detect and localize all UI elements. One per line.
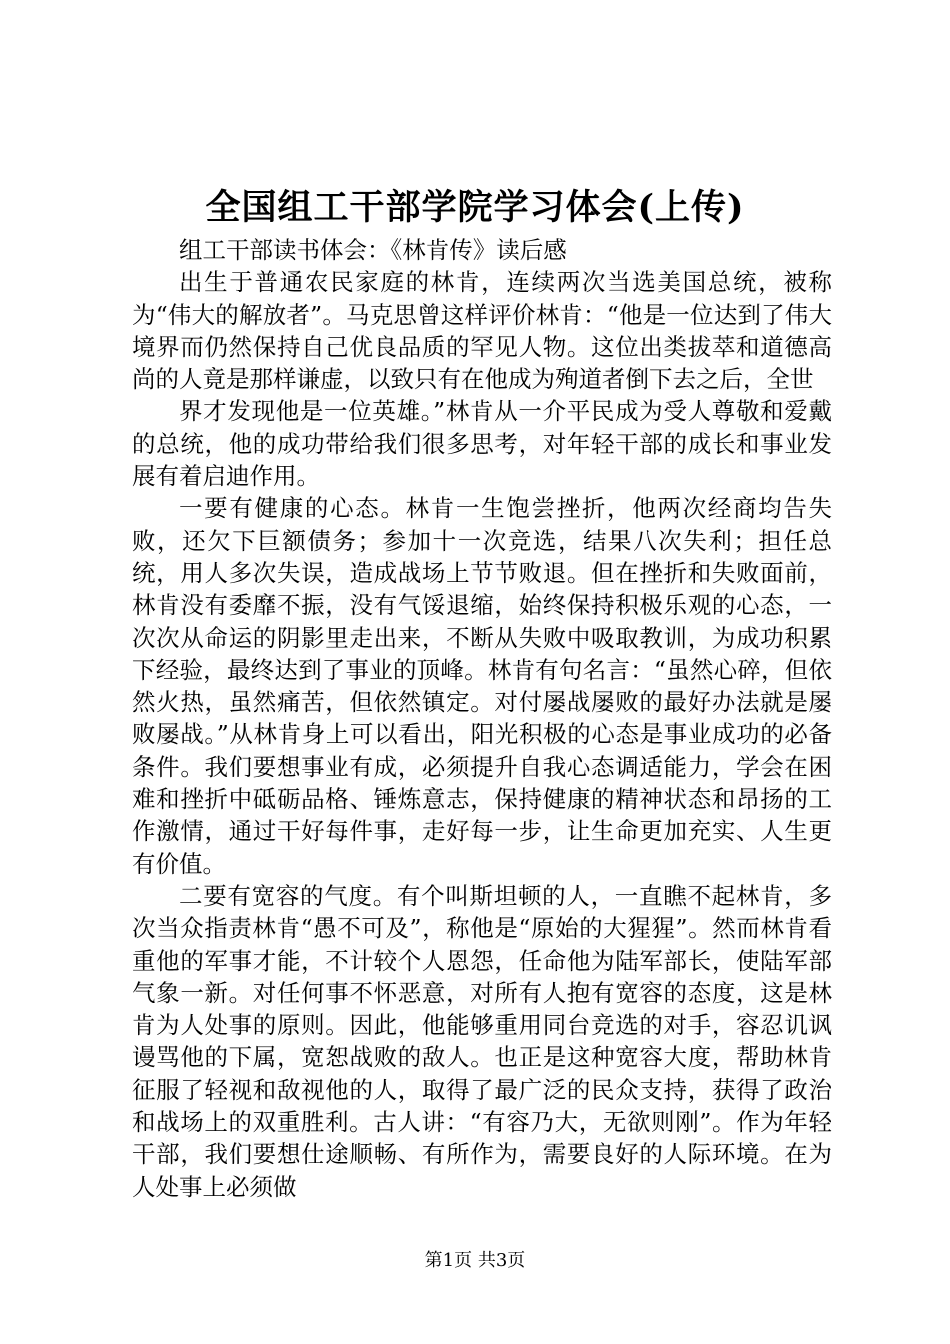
document-body (132, 234, 832, 1203)
paragraph-intro: 出生于普通农民家庭的林肯，连续两次当选美国总统，被称为“伟大的解放者”。马克思曾这样评价林肯：“他是一位达到了伟大境界而仍然保持自己优良品质的罕见人物。这位出类拔萃和道德高尚的人竟是那样谦虚，以致只有在他成为殉道者倒下去之后，全世 (132, 268, 832, 394)
document-title: 全国组工干部学院学习体会(上传) (205, 187, 745, 228)
paragraph-tolerance: 二要有宽容的气度。有个叫斯坦顿的人，一直瞧不起林肯，多次当众指责林肯“愚不可及”，称他是“原始的大猩猩”。然而林肯看重他的军事才能，不计较个人恩怨，任命他为陆军部长，使陆军部气象一新。对任何事不怀恶意，对所有人抱有宽容的态度，这是林肯为人处事的原则。因此，他能够重用同台竞选的对手，容忍讥讽谩骂他的下属，宽恕战败的敌人。也正是这种宽容大度，帮助林肯征服了轻视和敌视他的人，取得了最广泛的民众支持，获得了政治和战场上的双重胜利。古人讲：“有容乃大，无欲则刚”。作为年轻干部，我们要想仕途顺畅、有所作为，需要良好的人际环境。在为人处事上必须做 (132, 881, 832, 1201)
paragraph-intro-continued: 界才发现他是一位英雄。”林肯从一介平民成为受人尊敬和爱戴的总统，他的成功带给我们很多思考，对年轻干部的成长和事业发展有着启迪作用。 (132, 397, 832, 491)
page-number-footer: 第1页 共3页 (424, 1250, 526, 1271)
paragraph-healthy-mindset: 一要有健康的心态。林肯一生饱尝挫折，他两次经商均告失败，还欠下巨额债务；参加十一次竞选，结果八次失利；担任总统，用人多次失误，造成战场上节节败退。但在挫折和失败面前，林肯没有委靡不振，没有气馁退缩，始终保持积极乐观的心态，一次次从命运的阴影里走出来，不断从失败中吸取教训，为成功积累下经验，最终达到了事业的顶峰。林肯有句名言：“虽然心碎，但依然火热，虽然痛苦，但依然镇定。对付屡战屡败的最好办法就是屡败屡战。”从林肯身上可以看出，阳光积极的心态是事业成功的必备条件。我们要想事业有成，必须提升自我心态调适能力，学会在困难和挫折中砥砺品格、锤炼意志，保持健康的精神状态和昂扬的工作激情，通过干好每件事，走好每一步，让生命更加充实、人生更有价值。 (132, 494, 832, 878)
paragraph-subtitle: 组工干部读书体会：《林肯传》读后感 (179, 236, 567, 264)
